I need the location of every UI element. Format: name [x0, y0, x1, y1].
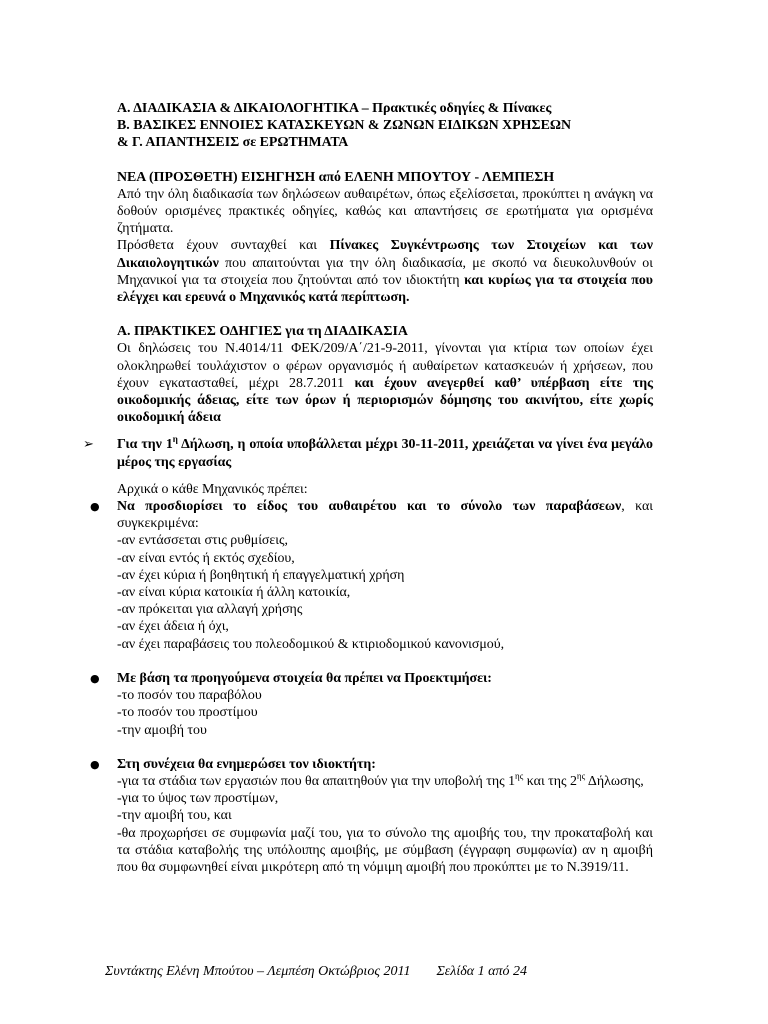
- footer-page-number: Σελίδα 1 από 24: [436, 964, 527, 979]
- list-item: -αν έχει παραβάσεις του πολεοδομικού & κτιριοδομικού κανονισμού,: [117, 636, 505, 652]
- list-item: -το ποσόν του προστίμου: [117, 705, 258, 721]
- list-item: [117, 770, 653, 790]
- intro-heading: ΝΕΑ (ΠΡΟΣΘΕΤΗ) ΕΙΣΗΓΗΣΗ από ΕΛΕΝΗ ΜΠΟΥΤΟΥ - ΛΕΜΠΕΣΗ: [117, 169, 555, 185]
- bullet-identify-rest: , και συγκεκριμένα:: [117, 499, 653, 532]
- intro-p2-text-c: που απαιτούνται για την όλη διαδικασία, με σκοπό να διευκολυνθούν οι Μηχανικοί για τα στοιχεία που ζητούνται από τον ιδιοκτήτη: [117, 255, 653, 288]
- list-item: -αν έχει κύρια ή βοηθητική ή επαγγελματική χρήση: [117, 567, 405, 583]
- inform-item1-sup1: ης: [515, 770, 524, 781]
- first-declaration-item: [83, 434, 653, 470]
- list-item: -για το ύψος των προστίμων,: [117, 791, 279, 807]
- header-line-2: Β. ΒΑΣΙΚΕΣ ΕΝΝΟΙΕΣ ΚΑΤΑΣΚΕΥΩΝ & ΖΩΝΩΝ ΕΙΔΙΚΩΝ ΧΡΗΣΕΩΝ: [117, 118, 571, 134]
- bullet-inform-heading: Στη συνέχεια θα ενημερώσει τον ιδιοκτήτη:: [117, 756, 376, 772]
- section-a-paragraph: [117, 340, 653, 426]
- section-a-emphasis: και έχουν ανεγερθεί καθ’ υπέρβαση είτε της οικοδομικής άδειας, είτε των όρων ή περιορισμών δόμησης του ακινήτου, είτε χωρίς οικοδομική άδεια: [117, 375, 653, 426]
- bullet-item-identify: [90, 498, 653, 653]
- intro-p2-emphasis: και κυρίως για τα στοιχεία που ελέγχει και ερευνά ο Μηχανικός κατά περίπτωση.: [117, 272, 653, 306]
- intro-paragraph-2: [117, 237, 653, 306]
- section-a-heading: Α. ΠΡΑΚΤΙΚΕΣ ΟΔΗΓΙΕΣ για τη ΔΙΑΔΙΚΑΣΙΑ: [117, 324, 408, 340]
- section-a-text: Οι δηλώσεις του Ν.4014/11 ΦΕΚ/209/Α΄/21-9-2011, γίνονται για κτίρια των οποίων έχει ολοκληρωθεί τουλάχιστον ο φέρων οργανισμός ή αυθαίρετων κατασκευών ή χρήσεων, που έχουν εγκατασταθεί, μέχρι 28.7.2011: [117, 341, 653, 391]
- intro-paragraph-1: Από την όλη διαδικασία των δηλώσεων αυθαιρέτων, όπως εξελίσσεται, προκύπτει η ανάγκη να δοθούν ορισμένες πρακτικές οδηγίες, καθώς και απαντήσεις σε ερωτήματα για ορισμένα ζητήματα.: [117, 186, 653, 237]
- first-declaration-text-a: Για την 1: [117, 437, 173, 453]
- list-item: -την αμοιβή του, και: [117, 808, 232, 824]
- bullet-dot-icon: ●: [90, 500, 100, 514]
- bullet-estimate-heading: Με βάση τα προηγούμενα στοιχεία θα πρέπει να Προεκτιμήσει:: [117, 670, 492, 686]
- bullet-item-inform-owner: [90, 756, 653, 876]
- intro-p2-tables: Πίνακες Συγκέντρωσης των Στοιχείων και των Δικαιολογητικών: [117, 238, 653, 271]
- list-item: -αν πρόκειται για αλλαγή χρήσης: [117, 602, 303, 618]
- list-item: -αν έχει άδεια ή όχι,: [117, 619, 229, 635]
- page-footer: [105, 963, 665, 980]
- document-body: [83, 100, 653, 876]
- inform-item1-text-b: και της 2: [523, 773, 577, 789]
- first-declaration-lead: Αρχικά ο κάθε Μηχανικός πρέπει:: [117, 481, 308, 497]
- inform-item1-text-a: -για τα στάδια των εργασιών που θα απαιτηθούν για την υποβολή της 1: [117, 773, 516, 789]
- list-item: -το ποσόν του παραβόλου: [117, 688, 262, 704]
- bullet-item-estimate: [90, 670, 653, 739]
- bullet-identify-text: [117, 498, 653, 532]
- bullet-dot-icon: ●: [90, 671, 100, 685]
- inform-item1-text-c: Δήλωσης,: [585, 773, 644, 789]
- first-declaration-text-b: Δήλωση, η οποία υποβάλλεται μέχρι 30-11-2011, χρειάζεται να γίνει ένα μεγάλο μέρος της εργασίας: [117, 437, 653, 470]
- arrow-bullet-icon: ➢: [83, 437, 94, 453]
- list-item: -αν εντάσσεται στις ρυθμίσεις,: [117, 533, 288, 549]
- header-line-1: Α. ΔΙΑΔΙΚΑΣΙΑ & ΔΙΚΑΙΟΛΟΓΗΤΙΚΑ – Πρακτικές οδηγίες & Πίνακες: [117, 101, 552, 116]
- footer-author: Συντάκτης Ελένη Μπούτου – Λεμπέση Οκτώβριος 2011: [105, 964, 411, 979]
- list-item: -θα προχωρήσει σε συμφωνία μαζί του, για το σύνολο της αμοιβής του, την προκαταβολή και τα στάδια καταβολής της υπόλοιπης αμοιβής, με σύμβαση (έγγραφη συμφωνία) αν η αμοιβή που θα συμφωνηθεί είναι μικρότερη από τη νόμιμη αμοιβή που προκύπτει με το Ν.3919/11.: [117, 825, 653, 875]
- first-declaration-text: [117, 436, 653, 470]
- list-item: -αν είναι εντός ή εκτός σχεδίου,: [117, 550, 295, 566]
- bullet-dot-icon: ●: [90, 757, 100, 771]
- intro-p2-text-a: Πρόσθετα έχουν συνταχθεί και: [117, 238, 330, 254]
- bullet-identify-bold: Να προσδιορίσει το είδος του αυθαιρέτου και το σύνολο των παραβάσεων: [117, 499, 622, 515]
- first-declaration-sup: η: [172, 434, 178, 445]
- inform-item1-sup2: ης: [576, 770, 586, 781]
- list-item: -την αμοιβή του: [117, 722, 207, 738]
- header-line-3: & Γ. ΑΠΑΝΤΗΣΕΙΣ σε ΕΡΩΤΗΜΑΤΑ: [117, 135, 349, 151]
- list-item: -αν είναι κύρια κατοικία ή άλλη κατοικία,: [117, 585, 351, 601]
